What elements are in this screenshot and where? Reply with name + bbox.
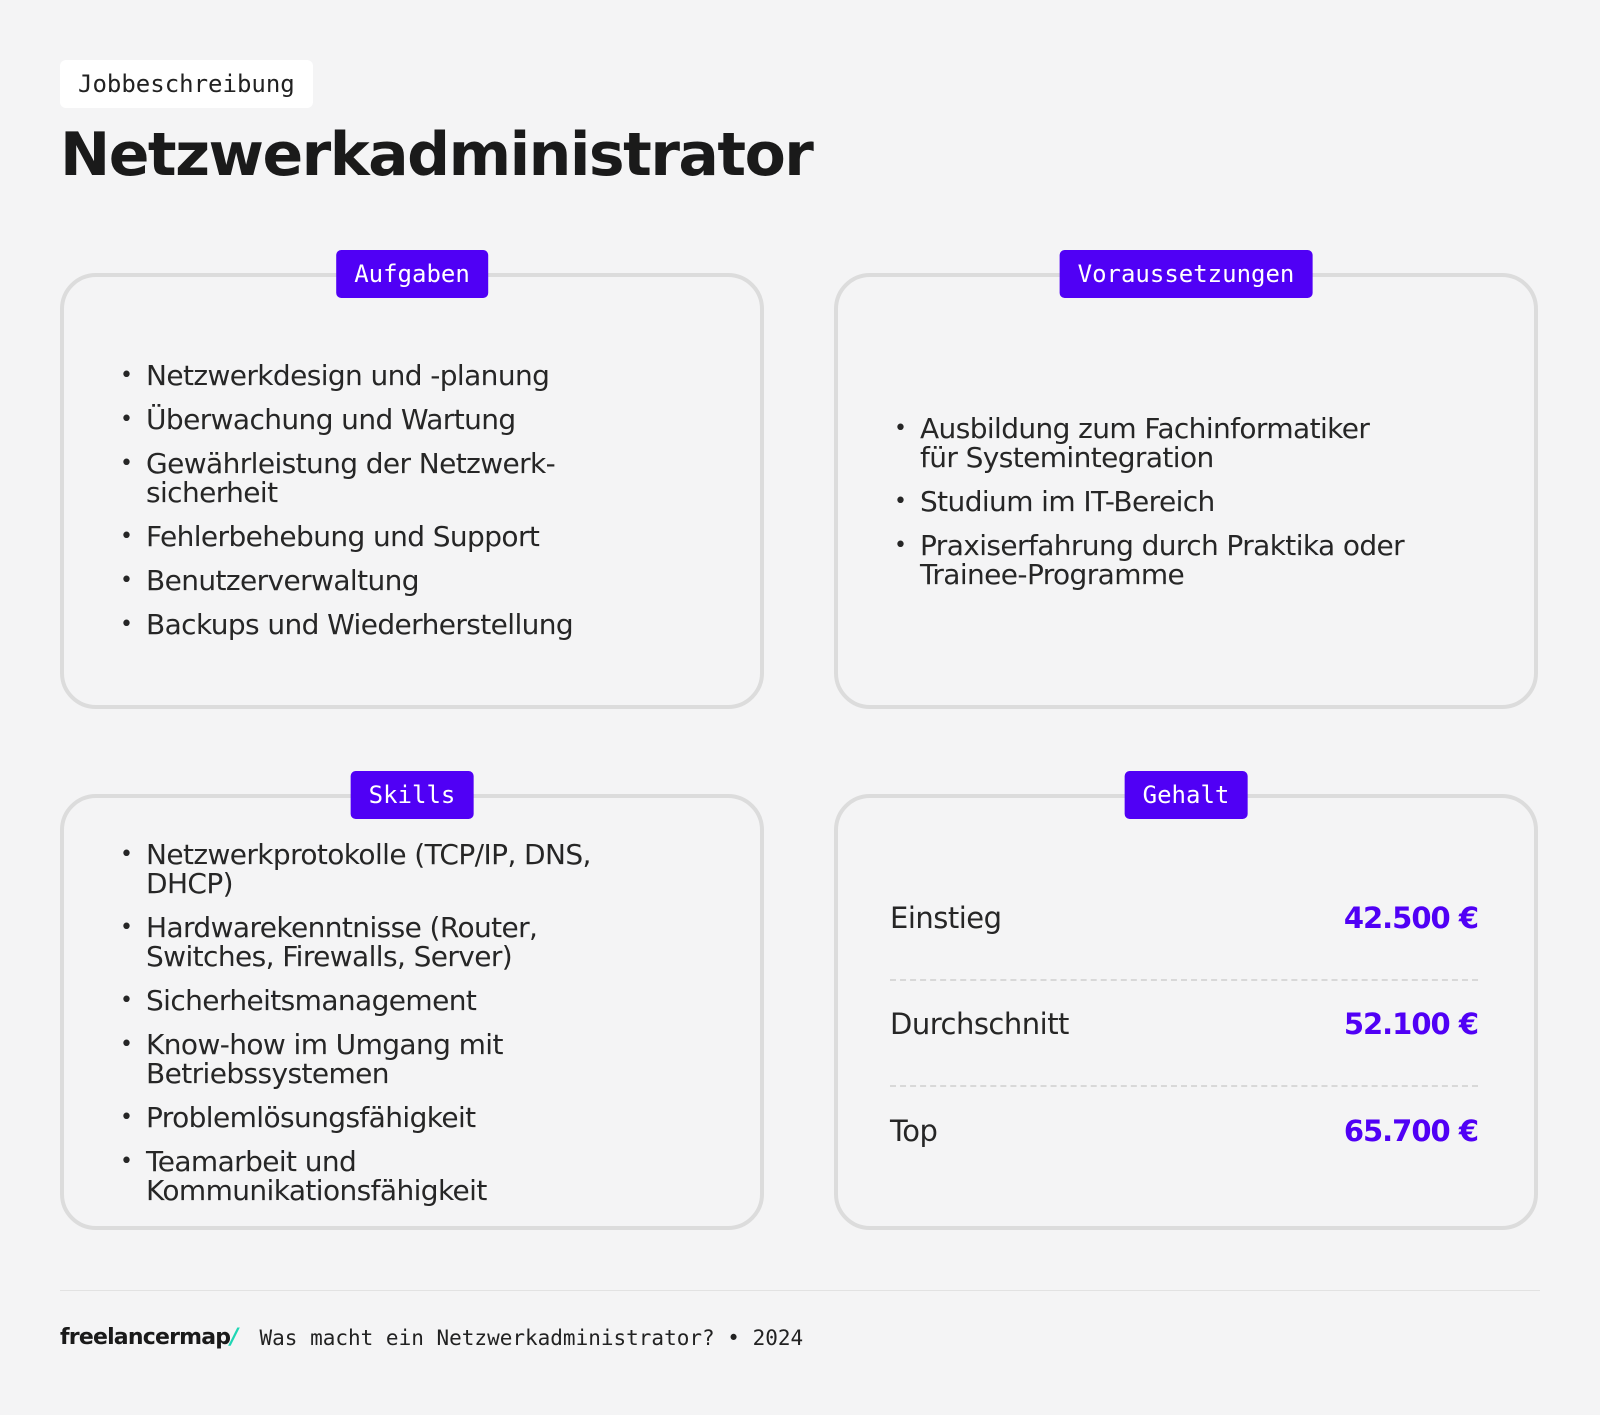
list-item: [120, 986, 700, 1015]
list-item-text: Problemlösungsfähigkeit: [146, 1101, 476, 1134]
bullet-icon: •: [120, 407, 133, 432]
list-item: [120, 913, 700, 971]
list-item-text: Know-how im Umgang mit Betriebssystemen: [146, 1028, 503, 1090]
list-item-text: Fehlerbehebung und Support: [146, 520, 540, 553]
list-item-text: Sicherheitsmanagement: [146, 984, 477, 1017]
aufgaben-label: Aufgaben: [336, 250, 488, 298]
voraussetzungen-label: Voraussetzungen: [1060, 250, 1313, 298]
bullet-icon: •: [120, 988, 133, 1013]
list-item-text: Praxiserfahrung durch Praktika oder Trainee-Programme: [920, 529, 1405, 591]
list-item-text: Studium im IT-Bereich: [920, 485, 1215, 518]
skills-list: [120, 840, 700, 1220]
bullet-icon: •: [894, 533, 907, 558]
list-item-text: Backups und Wiederherstellung: [146, 608, 574, 641]
list-item-text: Überwachung und Wartung: [146, 403, 516, 436]
salary-row-top: [890, 1101, 1478, 1161]
list-item-text: Hardwarekenntnisse (Router, Switches, Firewalls, Server): [146, 911, 538, 973]
gehalt-card: [834, 781, 1538, 1230]
list-item-text: Ausbildung zum Fachinformatiker für Systemintegration: [920, 412, 1370, 474]
list-item-text: Netzwerkdesign und -planung: [146, 359, 550, 392]
aufgaben-card: [60, 260, 764, 709]
list-item-text: Benutzerverwaltung: [146, 564, 419, 597]
footer: [60, 1325, 803, 1350]
salary-divider: [890, 979, 1478, 981]
list-item: [120, 449, 700, 507]
list-item: [894, 414, 1474, 472]
aufgaben-list: [120, 361, 700, 654]
page-title: Netzwerkadministrator: [60, 120, 813, 190]
list-item: [894, 487, 1474, 516]
brand-logo: freelancermap/: [60, 1325, 238, 1350]
voraussetzungen-list: [894, 414, 1474, 604]
salary-label: Top: [890, 1114, 938, 1148]
bullet-icon: •: [120, 842, 133, 867]
bullet-icon: •: [894, 416, 907, 441]
bullet-icon: •: [120, 1149, 133, 1174]
bullet-icon: •: [120, 1032, 133, 1057]
list-item: [120, 610, 700, 639]
list-item: [120, 840, 700, 898]
bullet-icon: •: [120, 451, 133, 476]
bullet-icon: •: [120, 524, 133, 549]
list-item: [120, 1147, 700, 1205]
salary-label: Durchschnitt: [890, 1007, 1069, 1041]
list-item: [894, 531, 1474, 589]
skills-card: [60, 781, 764, 1230]
bullet-icon: •: [894, 489, 907, 514]
salary-value: 42.500 €: [1343, 901, 1478, 935]
salary-row-durchschnitt: [890, 994, 1478, 1054]
list-item: [120, 1103, 700, 1132]
salary-value: 52.100 €: [1343, 1007, 1478, 1041]
list-item: [120, 405, 700, 434]
bullet-icon: •: [120, 1105, 133, 1130]
list-item: [120, 361, 700, 390]
list-item: [120, 522, 700, 551]
bullet-icon: •: [120, 612, 133, 637]
bullet-icon: •: [120, 363, 133, 388]
salary-value: 65.700 €: [1343, 1114, 1478, 1148]
bullet-icon: •: [120, 568, 133, 593]
list-item-text: Netzwerkprotokolle (TCP/IP, DNS, DHCP): [146, 838, 591, 900]
skills-label: Skills: [351, 771, 474, 819]
salary-divider: [890, 1085, 1478, 1087]
bullet-icon: •: [120, 915, 133, 940]
footer-divider: [60, 1290, 1540, 1291]
list-item: [120, 1030, 700, 1088]
salary-label: Einstieg: [890, 901, 1002, 935]
gehalt-label: Gehalt: [1125, 771, 1248, 819]
footer-caption: Was macht ein Netzwerkadministrator? • 2024: [259, 1325, 804, 1350]
list-item-text: Gewährleistung der Netzwerk- sicherheit: [146, 447, 556, 509]
category-tag: Jobbeschreibung: [60, 60, 313, 108]
salary-row-einstieg: [890, 888, 1478, 948]
voraussetzungen-card: [834, 260, 1538, 709]
list-item: [120, 566, 700, 595]
list-item-text: Teamarbeit und Kommunikationsfähigkeit: [146, 1145, 487, 1207]
